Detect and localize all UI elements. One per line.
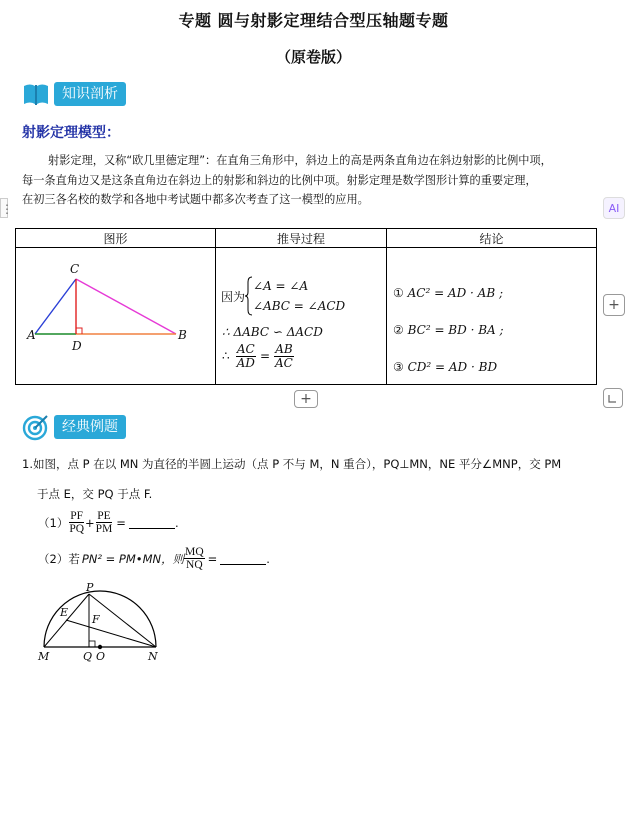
conclusion-cell bbox=[387, 248, 597, 385]
fraction-numerator: PE bbox=[97, 510, 111, 522]
part1-fraction bbox=[68, 510, 85, 535]
fraction-denominator: PQ bbox=[69, 523, 85, 536]
table-header: 图形 bbox=[16, 229, 216, 248]
equals-sign: = bbox=[116, 515, 126, 530]
question-line: 1.如图，点 P 在以 MN 为直径的半圆上运动（点 P 不与 M，N 重合），PQ⊥MN，NE 平分∠MNP，交 PM bbox=[22, 457, 562, 471]
ratio-fraction bbox=[274, 343, 294, 369]
intro-paragraph bbox=[22, 151, 612, 210]
conclusion-text: CD² = AD · BD bbox=[407, 360, 498, 374]
answer-blank[interactable] bbox=[129, 517, 175, 529]
therefore-symbol: ∴ bbox=[222, 349, 230, 364]
examples-banner bbox=[22, 414, 126, 440]
part2-fraction bbox=[184, 546, 205, 571]
drag-handle[interactable]: ⋮ bbox=[0, 198, 8, 218]
label-C: C bbox=[70, 262, 80, 276]
conclusion-item bbox=[393, 275, 504, 312]
part-label: （2）若 bbox=[38, 551, 80, 566]
table-header: 推导过程 bbox=[216, 229, 387, 248]
conclusion-marker: ① bbox=[393, 286, 404, 300]
fraction-denominator: AD bbox=[236, 355, 255, 370]
angle-equalities bbox=[253, 276, 345, 316]
right-triangle-figure bbox=[16, 248, 215, 381]
label-B: B bbox=[178, 328, 187, 342]
page-title: 专题 圆与射影定理结合型压轴题专题 bbox=[178, 11, 449, 30]
label-N: N bbox=[148, 650, 158, 663]
question-1-part-2 bbox=[38, 546, 270, 571]
target-icon bbox=[22, 413, 50, 441]
paragraph-line: 射影定理，又称“欧几里德定理”：在直角三角形中，斜边上的高是两条直角边在斜边射影的比例中项， bbox=[48, 154, 552, 167]
page-subtitle: （原卷版） bbox=[275, 48, 351, 66]
part1-fraction bbox=[95, 510, 114, 535]
question-1-stem bbox=[22, 453, 622, 505]
conclusion-marker: ② bbox=[393, 323, 404, 337]
similar-statement: ∴ ΔABC ∽ ΔACD bbox=[222, 325, 323, 339]
examples-banner-label: 经典例题 bbox=[54, 415, 126, 439]
because-label: 因为 bbox=[221, 289, 246, 304]
conclusion-text: AC² = AD · AB ; bbox=[407, 286, 504, 300]
equals-sign: = bbox=[207, 551, 218, 566]
ai-button[interactable]: AI bbox=[603, 197, 625, 219]
part-label: （1） bbox=[38, 515, 69, 530]
question-line: 于点 E，交 PQ 于点 F. bbox=[37, 487, 153, 501]
label-Q: Q bbox=[83, 650, 93, 663]
paragraph-line: 每一条直角边又是这条直角边在斜边上的射影和斜边的比例中项。射影定理是数学图形计算的重要定理， bbox=[22, 173, 537, 187]
paragraph-line: 在初三各名校的数学和各地中考试题中都多次考查了这一模型的应用。 bbox=[22, 193, 369, 206]
add-column-button[interactable]: + bbox=[603, 294, 625, 316]
knowledge-banner bbox=[22, 81, 126, 107]
label-P: P bbox=[86, 581, 94, 594]
equals-sign: = bbox=[259, 349, 270, 364]
fraction-denominator: PM bbox=[95, 523, 113, 536]
book-icon bbox=[22, 81, 50, 107]
left-brace-icon bbox=[245, 276, 253, 316]
semicircle-figure bbox=[30, 580, 170, 670]
label-A: A bbox=[27, 328, 36, 342]
ratio-fraction bbox=[236, 343, 256, 369]
period: . bbox=[266, 551, 270, 566]
label-D: D bbox=[72, 339, 82, 353]
fraction-denominator: NQ bbox=[186, 559, 203, 572]
fraction-numerator: PF bbox=[70, 510, 84, 522]
resize-handle[interactable] bbox=[603, 388, 623, 408]
label-E: E bbox=[60, 606, 69, 619]
answer-blank[interactable] bbox=[220, 553, 266, 565]
because-block bbox=[221, 276, 345, 316]
section-heading: 射影定理模型： bbox=[22, 125, 120, 141]
period: . bbox=[174, 515, 179, 530]
plus-sign: + bbox=[85, 515, 95, 530]
derivation-cell bbox=[216, 248, 387, 385]
add-row-button[interactable]: + bbox=[294, 390, 318, 408]
fraction-numerator: MQ bbox=[185, 546, 204, 558]
projection-theorem-table bbox=[15, 228, 597, 385]
ratio-statement bbox=[222, 343, 294, 369]
fraction-denominator: AC bbox=[275, 355, 293, 370]
fraction-numerator: AC bbox=[236, 342, 255, 356]
conclusion-item bbox=[393, 312, 504, 349]
label-F: F bbox=[92, 613, 100, 626]
part2-condition: PN² = PM•MN，则 bbox=[81, 551, 185, 566]
angle-line: ∠ABC = ∠ACD bbox=[253, 299, 346, 313]
conclusion-list bbox=[393, 275, 504, 386]
fraction-numerator: AB bbox=[275, 342, 293, 356]
angle-line: ∠A = ∠A bbox=[253, 279, 309, 293]
conclusion-text: BC² = BD · BA ; bbox=[407, 323, 504, 337]
figure-cell bbox=[16, 248, 216, 385]
label-O: O bbox=[96, 650, 106, 663]
resize-corner-icon bbox=[607, 392, 619, 404]
label-M: M bbox=[38, 650, 50, 663]
conclusion-item bbox=[393, 349, 504, 386]
conclusion-marker: ③ bbox=[393, 360, 404, 374]
question-1-part-1 bbox=[38, 510, 179, 535]
knowledge-banner-label: 知识剖析 bbox=[54, 82, 126, 106]
table-header: 结论 bbox=[387, 229, 597, 248]
